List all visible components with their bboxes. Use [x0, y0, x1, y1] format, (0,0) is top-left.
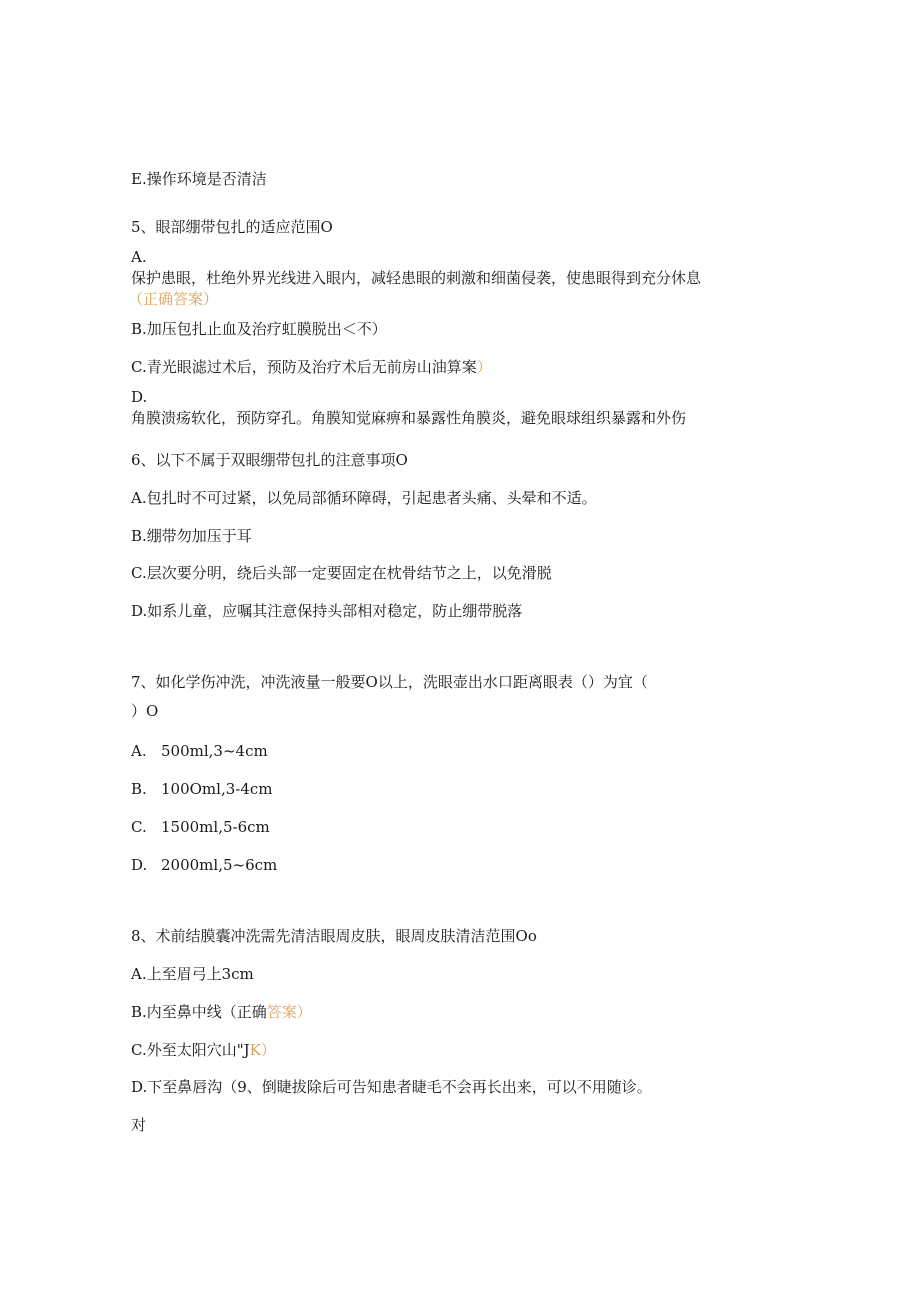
q6-option-c: C.层次要分明，绕后头部一定要固定在枕骨结节之上，以免滑脱	[131, 564, 552, 582]
q8-option-b-text: B.内至鼻中线（正确	[131, 1003, 267, 1021]
q5-option-d-text: 角膜溃疡软化，预防穿孔。角膜知觉麻痹和暴露性角膜炎，避免眼球组织暴露和外伤	[131, 409, 687, 427]
q7-stem-line2: ）O	[131, 702, 159, 720]
q8-option-c-mark: K）	[249, 1041, 276, 1059]
q5-option-a-correct-mark: （正确答案）	[128, 290, 219, 308]
q8-option-a: A.上至眉弓上3cm	[131, 965, 254, 983]
q8-stem: 8、术前结膜囊冲洗需先清洁眼周皮肤，眼周皮肤清洁范围Oo	[131, 927, 537, 945]
q7-option-a	[131, 741, 268, 761]
q8-answer: 对	[131, 1116, 147, 1134]
q7-option-c	[131, 817, 270, 837]
q5-option-d-letter: D.	[131, 388, 148, 406]
q7-option-letter: D.	[131, 856, 148, 874]
q8-option-d: D.下至鼻唇沟（9、倒睫拔除后可告知患者睫毛不会再长出来，可以不用随诊。	[131, 1078, 652, 1096]
q7-stem-line1: 7、如化学伤冲洗，冲洗液量一般要O以上，洗眼壶出水口距离眼表（）为宜（	[131, 673, 648, 691]
q5-option-c-mark: ）	[476, 358, 492, 376]
q5-stem: 5、眼部绷带包扎的适应范围O	[131, 218, 333, 236]
q5-option-a-text: 保护患眼，杜绝外界光线进入眼内，减轻患眼的刺激和细菌侵袭，使患眼得到充分休息	[131, 269, 702, 287]
q6-option-d: D.如系儿童，应嘱其注意保持头部相对稳定，防止绷带脱落	[131, 602, 523, 620]
q6-option-a: A.包扎时不可过紧，以免局部循环障碍，引起患者头痛、头晕和不适。	[131, 489, 597, 507]
q8-option-b	[131, 1002, 312, 1022]
q5-option-c	[131, 357, 492, 377]
q6-option-b: B.绷带勿加压于耳	[131, 527, 252, 545]
q4-option-e: E.操作环境是否清洁	[131, 170, 267, 188]
q7-option-value: 100Oml,3-4cm	[161, 780, 273, 798]
q7-option-value: 2000ml,5~6cm	[161, 856, 278, 874]
q5-option-b: B.加压包扎止血及治疗虹膜脱出＜不）	[131, 320, 387, 338]
q8-option-c	[131, 1040, 276, 1060]
q7-option-value: 500ml,3~4cm	[161, 742, 268, 760]
q6-stem: 6、以下不属于双眼绷带包扎的注意事项O	[131, 451, 408, 469]
q7-option-letter: A.	[131, 742, 147, 760]
q5-option-c-text: C.青光眼滤过术后，预防及治疗术后无前房山油算案	[131, 358, 477, 376]
q7-option-letter: B.	[131, 780, 147, 798]
q8-option-c-text: C.外至太阳穴山"J	[131, 1041, 250, 1059]
q5-option-a-letter: A.	[131, 248, 147, 266]
q7-option-d	[131, 855, 277, 875]
q7-option-letter: C.	[131, 818, 147, 836]
q7-option-b	[131, 779, 273, 799]
q7-option-value: 1500ml,5-6cm	[161, 818, 270, 836]
q8-option-b-mark: 答案）	[266, 1003, 312, 1021]
